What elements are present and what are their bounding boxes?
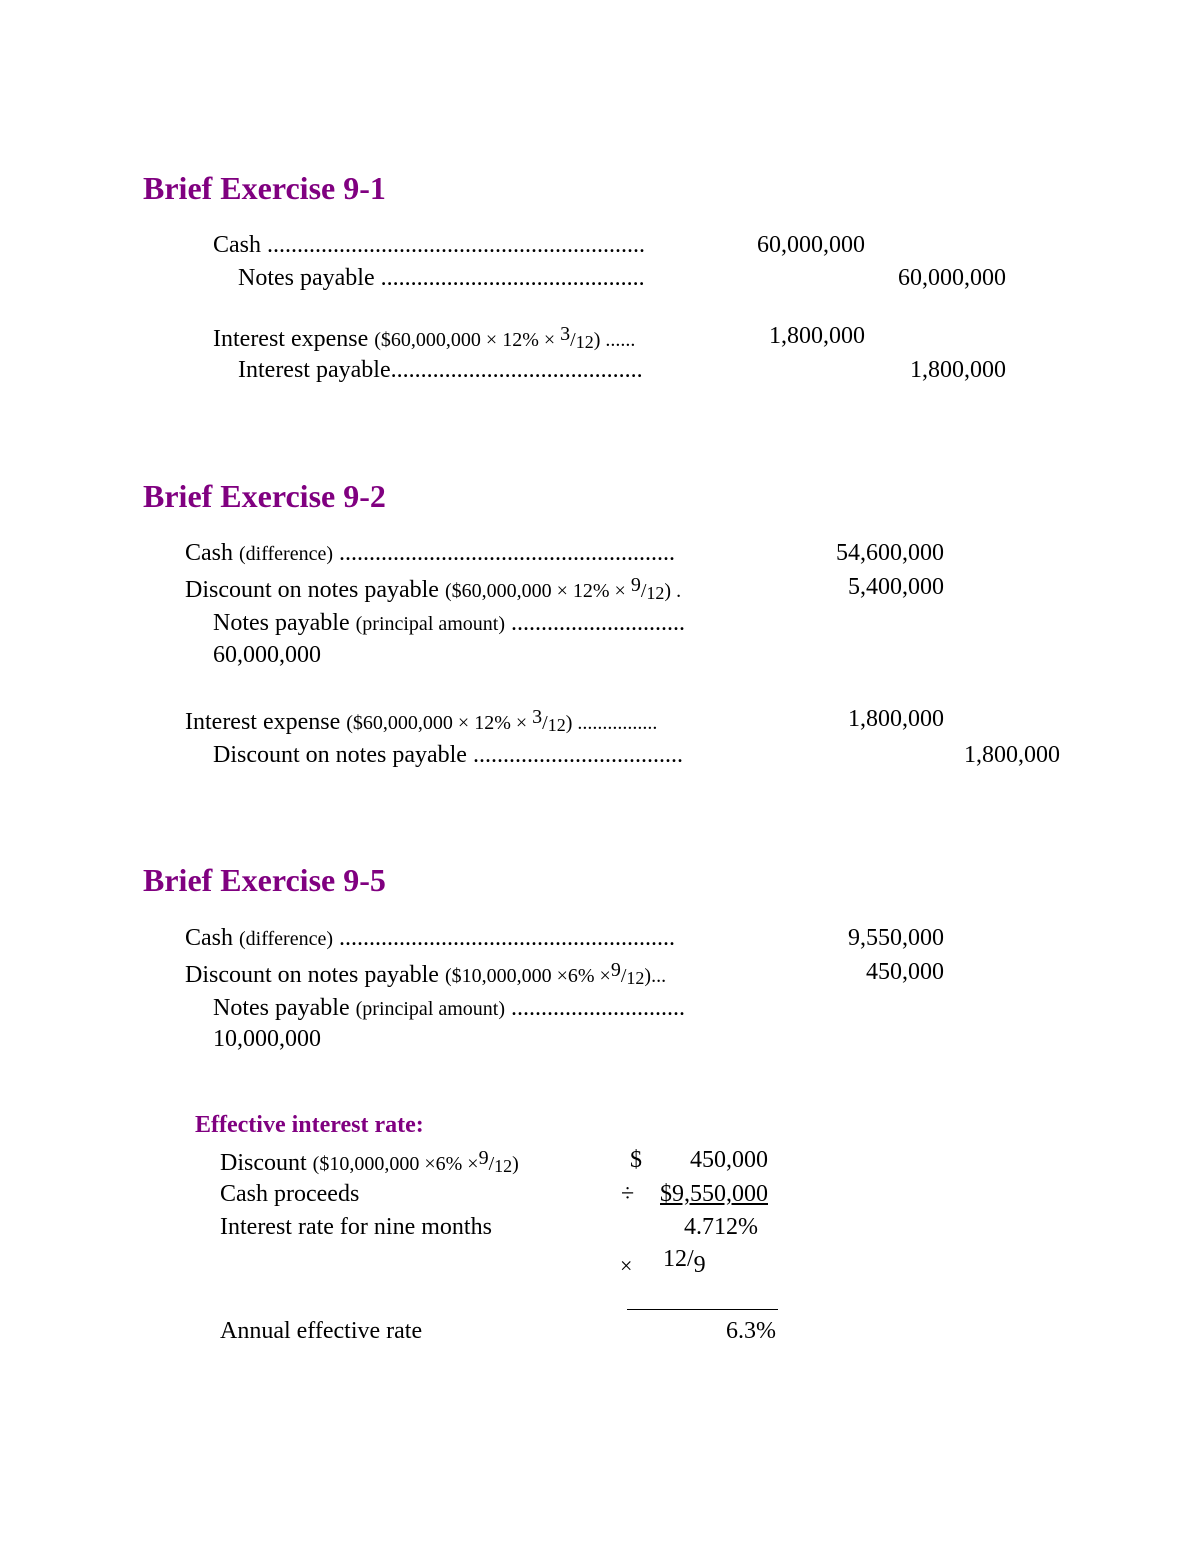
entry-discount-notes-payable-95-debit: 450,000 [866, 959, 944, 985]
effective-cash-proceeds-label: Cash proceeds [220, 1181, 360, 1207]
heading-brief-exercise-9-1: Brief Exercise 9-1 [143, 170, 386, 206]
entry-interest-expense-2-debit: 1,800,000 [848, 706, 944, 732]
entry-notes-payable-credit: 60,000,000 [898, 265, 1006, 291]
effective-divide-sign: ÷ [621, 1181, 635, 1207]
entry-discount-notes-payable-95: Discount on notes payable ($10,000,000 $\times 6\% \times^9/_{12}$)... [185, 959, 667, 988]
heading-brief-exercise-9-5: Brief Exercise 9-5 [143, 862, 386, 898]
entry-interest-expense-2: Interest expense ($60,000,000 × $12\% \times ^3/_{12}$) ................ [185, 706, 658, 735]
entry-notes-payable-principal-credit: 60,000,000 [213, 642, 321, 668]
effective-rate-nine-months-value: 4.712% [684, 1214, 758, 1240]
entry-interest-expense-debit: 1,800,000 [769, 323, 865, 349]
entry-interest-expense-calc: ($60,000,000 × $12\% \times ^3/_{12}$) ...... [374, 323, 636, 352]
fraction-9-12: $^9/_{12}$ [630, 574, 665, 603]
entry-notes-payable-principal-95: Notes payable (principal amount) ............................. [213, 995, 686, 1021]
entry-cash-label: Cash ............................................................... [213, 232, 645, 258]
effective-multiply-sign: × [620, 1253, 633, 1278]
entry-interest-expense-label [213, 324, 635, 351]
entry-interest-payable-label: Interest payable.......................................... [238, 357, 643, 383]
effective-rate-heading: Effective interest rate: [195, 1112, 424, 1138]
effective-discount-value: 450,000 [690, 1147, 768, 1173]
entry-notes-payable-principal-95-credit: 10,000,000 [213, 1026, 321, 1052]
entry-discount-amortization-credit: 1,800,000 [964, 742, 1060, 768]
entry-notes-payable-principal: Notes payable (principal amount) ............................. [213, 610, 686, 636]
effective-annual-rate-value: 6.3% [726, 1318, 776, 1344]
entry-cash-difference-95: Cash (difference) ........................................................ [185, 925, 676, 951]
entry-discount-notes-payable-debit: 5,400,000 [848, 574, 944, 600]
fraction-9-12: $^9/_{12}$ [610, 959, 645, 988]
entry-cash-difference-debit: 54,600,000 [836, 540, 944, 566]
total-rule [627, 1309, 778, 1310]
entry-cash-difference-95-debit: 9,550,000 [848, 925, 944, 951]
entry-cash-difference: Cash (difference) ........................................................ [185, 540, 676, 566]
effective-rate-nine-months-label: Interest rate for nine months [220, 1214, 492, 1240]
effective-annual-rate-label: Annual effective rate [220, 1318, 423, 1344]
entry-discount-amortization: Discount on notes payable ................................... [213, 742, 683, 768]
entry-notes-payable-label: Notes payable ............................................ [238, 265, 645, 291]
fraction-9-12: $^9/_{12}$ [478, 1147, 513, 1176]
effective-cash-proceeds-value: $9,550,000 [660, 1181, 768, 1207]
effective-discount-label: Discount ($10,000,000 $\times 6\% \times^9/_{12}$) [220, 1147, 519, 1176]
entry-interest-payable-credit: 1,800,000 [910, 357, 1006, 383]
effective-multiplier-fraction: 12/9 [663, 1246, 706, 1278]
heading-brief-exercise-9-2: Brief Exercise 9-2 [143, 478, 386, 514]
fraction-3-12: $^3/_{12}$ [532, 706, 566, 735]
entry-cash-debit: 60,000,000 [757, 232, 865, 258]
fraction-3-12: $^3/_{12}$ [560, 323, 594, 352]
entry-discount-notes-payable: Discount on notes payable ($60,000,000 × $12\% \times ^9/_{12}$) . [185, 574, 682, 603]
effective-discount-dollar: $ [630, 1147, 642, 1173]
entry-interest-expense-text: Interest expense [213, 326, 369, 352]
